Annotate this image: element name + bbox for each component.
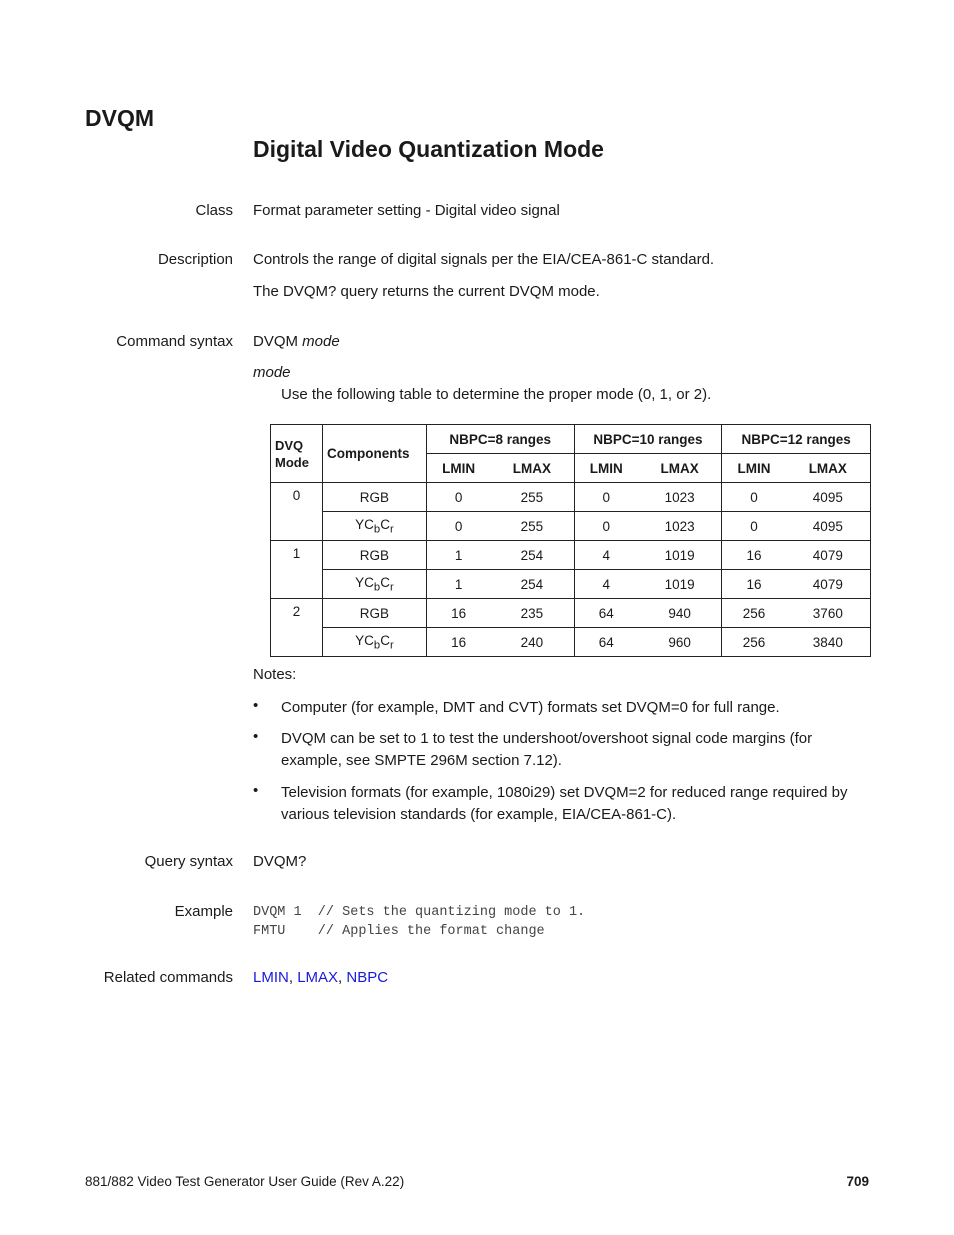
table-row: [271, 599, 871, 628]
query-syntax: DVQM?: [253, 853, 307, 870]
value-cell: 16: [426, 599, 490, 628]
comp-b: b: [373, 639, 381, 652]
header-lmin: LMIN: [722, 454, 786, 483]
header-lmax: LMAX: [490, 454, 574, 483]
value-cell: 1023: [638, 512, 722, 541]
value-cell: 16: [426, 628, 490, 657]
value-cell: 4: [574, 541, 638, 570]
query-syntax-label: Query syntax: [144, 853, 233, 870]
comp-r: r: [389, 523, 394, 536]
comp-c: C: [380, 516, 390, 532]
header-lmax: LMAX: [786, 454, 871, 483]
value-cell: 0: [574, 512, 638, 541]
separator: ,: [288, 969, 298, 986]
value-cell: 0: [574, 483, 638, 512]
comp-y: YC: [355, 632, 374, 648]
header-nbpc8: NBPC=8 ranges: [426, 425, 574, 454]
value-cell: 240: [490, 628, 574, 657]
component-cell: [322, 512, 426, 541]
note-item: DVQM can be set to 1 to test the undershoot/overshoot signal code margins (for example, see SMPTE 296M section 7.12).: [281, 730, 813, 769]
header-lmin: LMIN: [426, 454, 490, 483]
link-lmin[interactable]: LMIN: [253, 969, 289, 986]
header-mode: DVQ Mode: [271, 425, 323, 483]
comp-y: YC: [355, 574, 374, 590]
value-cell: 255: [490, 483, 574, 512]
mode-cell: 2: [271, 599, 323, 657]
description-line1: Controls the range of digital signals per the EIA/CEA-861-C standard.: [253, 251, 715, 268]
link-nbpc[interactable]: NBPC: [346, 969, 389, 986]
mode-cell: 0: [271, 483, 323, 541]
value-cell: 64: [574, 599, 638, 628]
table-row: [271, 483, 871, 512]
value-cell: 3840: [786, 628, 871, 657]
header-nbpc10: NBPC=10 ranges: [574, 425, 722, 454]
description-line2: The DVQM? query returns the current DVQM mode.: [253, 283, 600, 300]
value-cell: 16: [722, 541, 786, 570]
comp-r: r: [389, 581, 394, 594]
value-cell: 1: [426, 541, 490, 570]
page-number: 709: [846, 1174, 869, 1189]
table-row: [271, 541, 871, 570]
comp-y: YC: [355, 516, 374, 532]
value-cell: 4079: [786, 570, 871, 599]
header-lmin: LMIN: [574, 454, 638, 483]
command-syntax: [253, 333, 340, 350]
value-cell: 940: [638, 599, 722, 628]
bullet-marker: •: [253, 697, 259, 714]
example-label: Example: [174, 903, 233, 920]
component-cell: RGB: [322, 483, 426, 512]
value-cell: 256: [722, 628, 786, 657]
value-cell: 3760: [786, 599, 871, 628]
value-cell: 4: [574, 570, 638, 599]
class-text: Format parameter setting - Digital video signal: [253, 202, 560, 219]
note-item: Computer (for example, DMT and CVT) formats set DVQM=0 for full range.: [281, 699, 780, 716]
value-cell: 16: [722, 570, 786, 599]
param-name: [253, 364, 291, 381]
header-lmax: LMAX: [638, 454, 722, 483]
comp-b: b: [373, 581, 381, 594]
notes-label: Notes:: [253, 666, 297, 683]
value-cell: 0: [426, 512, 490, 541]
value-cell: 254: [490, 541, 574, 570]
mode-table: [270, 424, 871, 657]
param-desc: Use the following table to determine the proper mode (0, 1, or 2).: [281, 386, 712, 403]
component-cell: [322, 570, 426, 599]
value-cell: 1019: [638, 570, 722, 599]
comp-b: b: [373, 523, 381, 536]
header-components: Components: [322, 425, 426, 483]
link-lmax[interactable]: LMAX: [297, 969, 339, 986]
bullet-marker: •: [253, 728, 259, 745]
component-cell: [322, 628, 426, 657]
example-line1: DVQM 1 // Sets the quantizing mode to 1.: [253, 905, 586, 920]
table-row: [271, 512, 871, 541]
value-cell: 235: [490, 599, 574, 628]
value-cell: 1: [426, 570, 490, 599]
value-cell: 4095: [786, 512, 871, 541]
header-nbpc12: NBPC=12 ranges: [722, 425, 871, 454]
value-cell: 0: [426, 483, 490, 512]
command-syntax-label: Command syntax: [116, 333, 233, 350]
value-cell: 0: [722, 483, 786, 512]
section-heading: DVQM: [85, 105, 154, 131]
separator: ,: [338, 969, 347, 986]
param-name-text: mode: [253, 364, 291, 381]
component-cell: RGB: [322, 599, 426, 628]
value-cell: 0: [722, 512, 786, 541]
mode-cell: 1: [271, 541, 323, 599]
class-label: Class: [195, 202, 233, 219]
footer-title: 881/882 Video Test Generator User Guide (Rev A.22): [85, 1174, 405, 1189]
component-cell: RGB: [322, 541, 426, 570]
table-row: [271, 570, 871, 599]
value-cell: 255: [490, 512, 574, 541]
description-label: Description: [157, 251, 233, 268]
comp-r: r: [389, 639, 394, 652]
bullet-marker: •: [253, 782, 259, 799]
note-item: Television formats (for example, 1080i29) set DVQM=2 for reduced range required by various television standards (for example, EIA/CEA-861-C).: [281, 784, 848, 823]
comp-c: C: [380, 632, 390, 648]
value-cell: 960: [638, 628, 722, 657]
value-cell: 1019: [638, 541, 722, 570]
value-cell: 4095: [786, 483, 871, 512]
comp-c: C: [380, 574, 390, 590]
value-cell: 4079: [786, 541, 871, 570]
page-title: Digital Video Quantization Mode: [253, 136, 604, 162]
value-cell: 256: [722, 599, 786, 628]
value-cell: 1023: [638, 483, 722, 512]
table-row: [271, 628, 871, 657]
command-name: DVQM: [253, 333, 298, 350]
value-cell: 64: [574, 628, 638, 657]
value-cell: 254: [490, 570, 574, 599]
related-commands-label: Related commands: [103, 969, 233, 986]
related-commands: [253, 969, 388, 986]
example-line2: FMTU // Applies the format change: [253, 924, 545, 939]
command-param: mode: [302, 333, 340, 350]
